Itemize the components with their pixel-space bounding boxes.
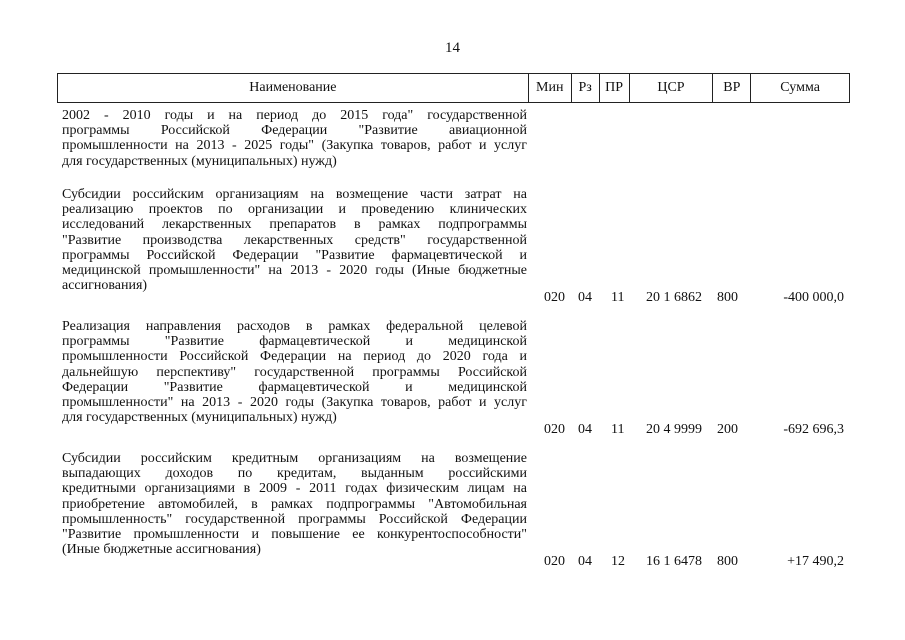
row-description: [62, 108, 527, 169]
row-description: [62, 187, 527, 293]
description-line: выпадающих доходов по кредитам, выданным российскими: [62, 466, 527, 482]
cell-pr: 12: [611, 554, 625, 569]
cell-csr: 16 1 6478: [646, 554, 702, 569]
cell-vr: 200: [717, 422, 738, 437]
description-line: ассигнования): [62, 278, 148, 294]
description-line: промышленности на 2013 - 2025 годы" (Закупка товаров, работ и услуг: [62, 138, 527, 154]
column-header-min: Мин: [528, 74, 571, 102]
column-header-csr: ЦСР: [629, 74, 713, 102]
cell-vr: 800: [717, 554, 738, 569]
description-line: "Развитие промышленности и повышение ее конкурентоспособности": [62, 527, 527, 543]
cell-pr: 11: [611, 422, 625, 437]
description-line: промышленность" государственной программы Российской Федерации: [62, 511, 527, 527]
description-line: промышленности" на 2013 - 2020 годы (Закупка товаров, работ и услуг: [62, 395, 527, 411]
description-line: программы "Развитие фармацевтической и медицинской: [62, 334, 527, 350]
cell-pr: 11: [611, 290, 625, 305]
description-line: промышленности Российской Федерации на период до 2020 года и: [62, 349, 527, 365]
description-line: дальнейшую перспективу" государственной программы Российской: [62, 364, 527, 380]
description-line: для государственных (муниципальных) нужд): [62, 153, 337, 169]
cell-sum: -692 696,3: [783, 422, 844, 437]
description-line: программы Российской Федерации "Развитие фармацевтической и: [62, 247, 527, 263]
description-line: Реализация направления расходов в рамках федеральной целевой: [62, 319, 527, 334]
row-description: [62, 451, 527, 557]
description-line: (Иные бюджетные ассигнования): [62, 542, 261, 558]
description-line: программы Российской Федерации "Развитие авиационной: [62, 123, 527, 139]
column-header-rz: Рз: [571, 74, 599, 102]
cell-min: 020: [544, 554, 565, 569]
cell-rz: 04: [578, 422, 592, 437]
description-line: Субсидии российским кредитным организациям на возмещение: [62, 451, 527, 466]
table-header: [57, 73, 850, 103]
cell-min: 020: [544, 290, 565, 305]
cell-vr: 800: [717, 290, 738, 305]
cell-min: 020: [544, 422, 565, 437]
description-line: кредитными организациями в 2009 - 2011 годах физическим лицам на: [62, 481, 527, 497]
description-line: приобретение автомобилей, в рамках подпрограммы "Автомобильная: [62, 496, 527, 512]
description-line: медицинской промышленности" на 2013 - 2020 годы (Иные бюджетные: [62, 263, 527, 279]
cell-sum: +17 490,2: [787, 554, 844, 569]
description-line: Федерации "Развитие фармацевтической и медицинской: [62, 379, 527, 395]
page-number: 14: [445, 40, 460, 56]
description-line: для государственных (муниципальных) нужд): [62, 410, 337, 426]
column-header-vr: ВР: [712, 74, 750, 102]
cell-sum: -400 000,0: [783, 290, 844, 305]
description-line: "Развитие производства лекарственных средств" государственной: [62, 232, 527, 248]
column-header-sum: Сумма: [750, 74, 849, 102]
row-description: [62, 319, 527, 425]
cell-csr: 20 1 6862: [646, 290, 702, 305]
column-header-name: Наименование: [249, 80, 337, 95]
cell-rz: 04: [578, 290, 592, 305]
description-line: реализацию проектов по организации и проведению клинических: [62, 202, 527, 218]
cell-rz: 04: [578, 554, 592, 569]
cell-csr: 20 4 9999: [646, 422, 702, 437]
description-line: 2002 - 2010 годы и на период до 2015 года" государственной: [62, 108, 527, 123]
column-header-pr: ПР: [599, 74, 629, 102]
description-line: исследований лекарственных препаратов в рамках подпрограммы: [62, 217, 527, 233]
description-line: Субсидии российским организациям на возмещение части затрат на: [62, 187, 527, 202]
